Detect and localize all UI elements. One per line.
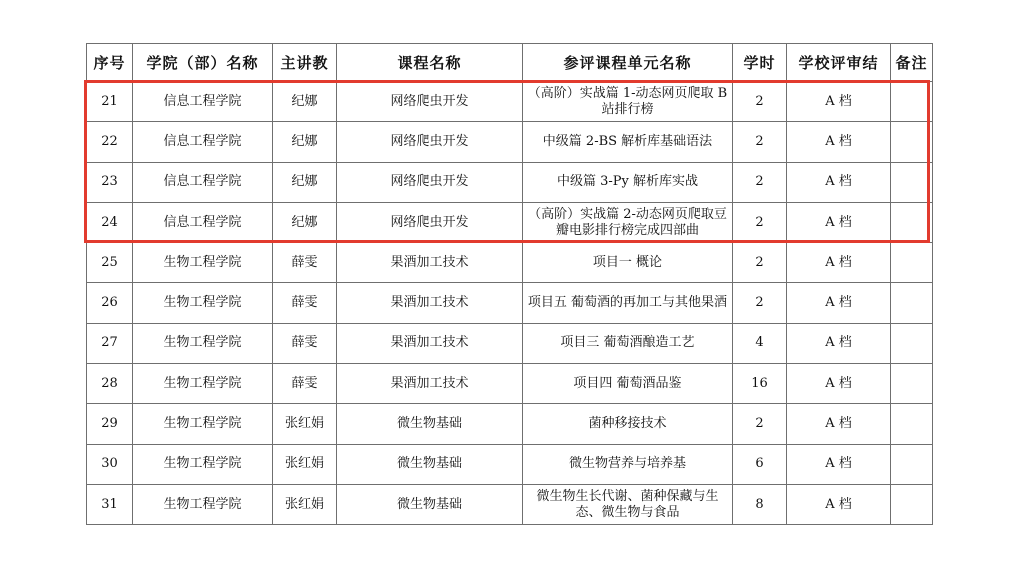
cell-hours: 4 (733, 323, 787, 363)
cell-number: 28 (87, 364, 133, 404)
cell-result: A 档 (787, 82, 891, 122)
cell-hours: 2 (733, 202, 787, 242)
cell-college: 生物工程学院 (133, 364, 273, 404)
table-row (87, 364, 933, 404)
cell-hours: 2 (733, 404, 787, 444)
cell-teacher: 张红娟 (273, 484, 337, 524)
cell-college: 信息工程学院 (133, 122, 273, 162)
cell-course: 果酒加工技术 (337, 243, 523, 283)
cell-teacher: 张红娟 (273, 444, 337, 484)
header-note: 备注 (891, 44, 933, 82)
cell-course: 网络爬虫开发 (337, 82, 523, 122)
cell-teacher: 薛雯 (273, 364, 337, 404)
header-college: 学院（部）名称 (133, 44, 273, 82)
cell-course: 网络爬虫开发 (337, 122, 523, 162)
table-row (87, 82, 933, 122)
cell-unit: 项目五 葡萄酒的再加工与其他果酒 (523, 283, 733, 323)
cell-note (891, 323, 933, 363)
cell-unit: 微生物营养与培养基 (523, 444, 733, 484)
cell-result: A 档 (787, 243, 891, 283)
cell-teacher: 薛雯 (273, 243, 337, 283)
cell-note (891, 364, 933, 404)
header-course: 课程名称 (337, 44, 523, 82)
cell-college: 生物工程学院 (133, 323, 273, 363)
table-row (87, 484, 933, 524)
cell-result: A 档 (787, 364, 891, 404)
header-hours: 学时 (733, 44, 787, 82)
cell-course: 果酒加工技术 (337, 283, 523, 323)
cell-course: 微生物基础 (337, 404, 523, 444)
header-teacher: 主讲教 (273, 44, 337, 82)
cell-college: 信息工程学院 (133, 82, 273, 122)
cell-teacher: 纪娜 (273, 122, 337, 162)
cell-number: 29 (87, 404, 133, 444)
cell-number: 22 (87, 122, 133, 162)
cell-result: A 档 (787, 122, 891, 162)
cell-course: 微生物基础 (337, 444, 523, 484)
cell-number: 31 (87, 484, 133, 524)
cell-course: 果酒加工技术 (337, 364, 523, 404)
cell-unit: 菌种移接技术 (523, 404, 733, 444)
cell-result: A 档 (787, 202, 891, 242)
cell-note (891, 484, 933, 524)
cell-note (891, 243, 933, 283)
cell-teacher: 薛雯 (273, 283, 337, 323)
cell-result: A 档 (787, 323, 891, 363)
cell-note (891, 122, 933, 162)
cell-hours: 2 (733, 243, 787, 283)
cell-unit: （高阶）实战篇 2-动态网页爬取豆瓣电影排行榜完成四部曲 (523, 202, 733, 242)
header-unit: 参评课程单元名称 (523, 44, 733, 82)
cell-result: A 档 (787, 162, 891, 202)
cell-result: A 档 (787, 484, 891, 524)
cell-unit: 中级篇 3-Py 解析库实战 (523, 162, 733, 202)
cell-number: 23 (87, 162, 133, 202)
cell-hours: 2 (733, 122, 787, 162)
cell-hours: 2 (733, 82, 787, 122)
cell-teacher: 纪娜 (273, 82, 337, 122)
cell-number: 27 (87, 323, 133, 363)
cell-result: A 档 (787, 404, 891, 444)
header-result: 学校评审结 (787, 44, 891, 82)
cell-note (891, 202, 933, 242)
cell-unit: 项目四 葡萄酒品鉴 (523, 364, 733, 404)
table-row (87, 122, 933, 162)
cell-note (891, 404, 933, 444)
table-row (87, 283, 933, 323)
cell-college: 生物工程学院 (133, 283, 273, 323)
cell-course: 网络爬虫开发 (337, 202, 523, 242)
cell-hours: 2 (733, 283, 787, 323)
cell-unit: 微生物生长代谢、菌种保藏与生态、微生物与食品 (523, 484, 733, 524)
cell-course: 果酒加工技术 (337, 323, 523, 363)
cell-number: 24 (87, 202, 133, 242)
cell-result: A 档 (787, 283, 891, 323)
table-row (87, 323, 933, 363)
table-row (87, 162, 933, 202)
cell-number: 30 (87, 444, 133, 484)
cell-unit: （高阶）实战篇 1-动态网页爬取 B 站排行榜 (523, 82, 733, 122)
cell-course: 微生物基础 (337, 484, 523, 524)
course-evaluation-table (86, 43, 933, 525)
cell-hours: 8 (733, 484, 787, 524)
cell-college: 生物工程学院 (133, 484, 273, 524)
cell-teacher: 纪娜 (273, 202, 337, 242)
table-row (87, 202, 933, 242)
cell-note (891, 162, 933, 202)
cell-note (891, 283, 933, 323)
cell-result: A 档 (787, 444, 891, 484)
cell-college: 生物工程学院 (133, 243, 273, 283)
header-number: 序号 (87, 44, 133, 82)
cell-number: 25 (87, 243, 133, 283)
cell-note (891, 444, 933, 484)
cell-hours: 2 (733, 162, 787, 202)
cell-teacher: 纪娜 (273, 162, 337, 202)
cell-college: 信息工程学院 (133, 202, 273, 242)
cell-unit: 中级篇 2-BS 解析库基础语法 (523, 122, 733, 162)
cell-unit: 项目一 概论 (523, 243, 733, 283)
table-header-row (87, 44, 933, 82)
table-row (87, 404, 933, 444)
cell-teacher: 张红娟 (273, 404, 337, 444)
course-table-container (86, 43, 933, 525)
cell-hours: 6 (733, 444, 787, 484)
cell-college: 生物工程学院 (133, 404, 273, 444)
cell-hours: 16 (733, 364, 787, 404)
cell-teacher: 薛雯 (273, 323, 337, 363)
table-row (87, 444, 933, 484)
cell-college: 信息工程学院 (133, 162, 273, 202)
table-body (87, 82, 933, 525)
cell-college: 生物工程学院 (133, 444, 273, 484)
cell-unit: 项目三 葡萄酒酿造工艺 (523, 323, 733, 363)
cell-number: 21 (87, 82, 133, 122)
cell-course: 网络爬虫开发 (337, 162, 523, 202)
cell-note (891, 82, 933, 122)
cell-number: 26 (87, 283, 133, 323)
table-row (87, 243, 933, 283)
